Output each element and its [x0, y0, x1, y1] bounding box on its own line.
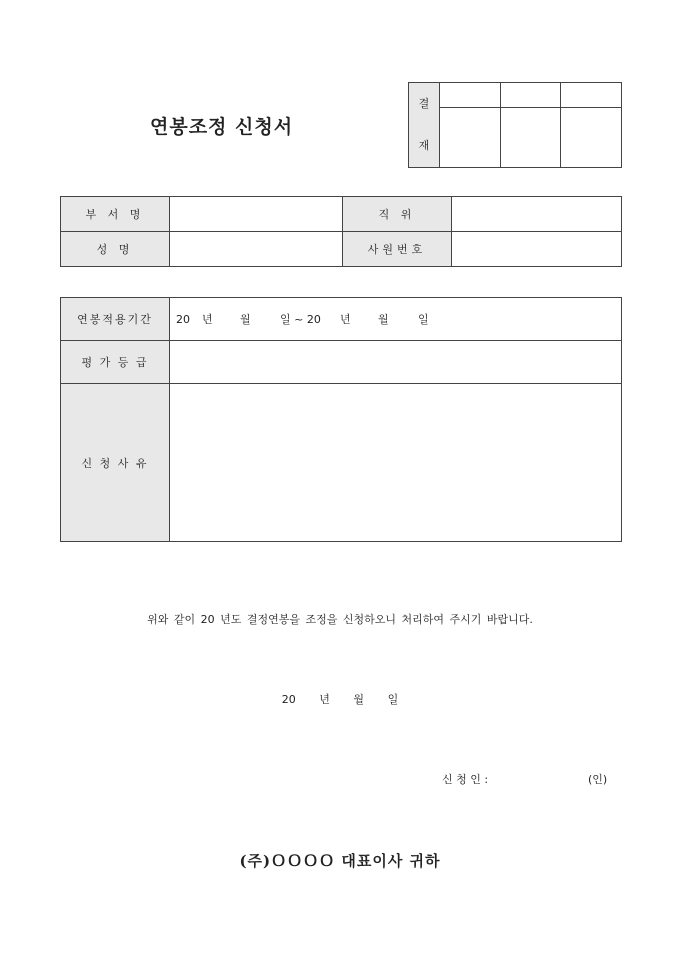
- period-start-month-unit: 월: [240, 313, 251, 326]
- document-title: 연봉조정 신청서: [150, 116, 294, 138]
- grade-label: 평 가 등 급: [61, 341, 170, 384]
- date-year-unit: 년: [319, 693, 330, 706]
- approval-sign-cell-2[interactable]: [500, 108, 561, 168]
- name-field[interactable]: [170, 232, 343, 267]
- employee-no-label: 사원번호: [343, 232, 452, 267]
- reason-label: 신 청 사 유: [61, 384, 170, 542]
- approval-head-cell-3[interactable]: [561, 83, 622, 108]
- salary-detail-table: [60, 297, 622, 542]
- date-year: 20: [281, 693, 296, 706]
- period-start-year-unit: 년: [202, 313, 213, 326]
- approval-head-cell-2[interactable]: [500, 83, 561, 108]
- period-start-day-range: 일 ~ 20: [280, 313, 321, 326]
- dept-label: 부 서 명: [61, 197, 170, 232]
- recipient-line: (주)ＯＯＯＯ 대표이사 귀하: [239, 852, 441, 870]
- approval-label-top: 결: [418, 97, 430, 110]
- dept-field[interactable]: [170, 197, 343, 232]
- reason-field[interactable]: [170, 384, 622, 542]
- employee-no-field[interactable]: [452, 232, 622, 267]
- period-field[interactable]: [170, 298, 622, 341]
- grade-field[interactable]: [170, 341, 622, 384]
- period-end-month-unit: 월: [378, 313, 389, 326]
- date-month-unit: 월: [353, 693, 365, 706]
- approval-sign-cell-1[interactable]: [440, 108, 501, 168]
- position-field[interactable]: [452, 197, 622, 232]
- period-label: 연봉적용기간: [61, 298, 170, 341]
- approval-sign-cell-3[interactable]: [561, 108, 622, 168]
- employee-info-table: [60, 196, 622, 267]
- approval-table: [408, 82, 622, 168]
- period-start-year: 20: [176, 312, 190, 326]
- applicant-label: 신 청 인 :: [442, 773, 489, 786]
- application-statement: 위와 같이 20 년도 결정연봉을 조정을 신청하오니 처리하여 주시기 바랍니다.: [147, 613, 533, 626]
- period-end-day-unit: 일: [418, 313, 429, 326]
- name-label: 성 명: [61, 232, 170, 267]
- period-end-year-unit: 년: [340, 313, 351, 326]
- date-day-unit: 일: [387, 693, 399, 706]
- approval-label-bottom: 재: [418, 139, 430, 152]
- application-date: [0, 691, 680, 707]
- approval-label: [409, 83, 440, 168]
- approval-head-cell-1[interactable]: [440, 83, 501, 108]
- position-label: 직 위: [343, 197, 452, 232]
- seal-mark: (인): [588, 773, 608, 786]
